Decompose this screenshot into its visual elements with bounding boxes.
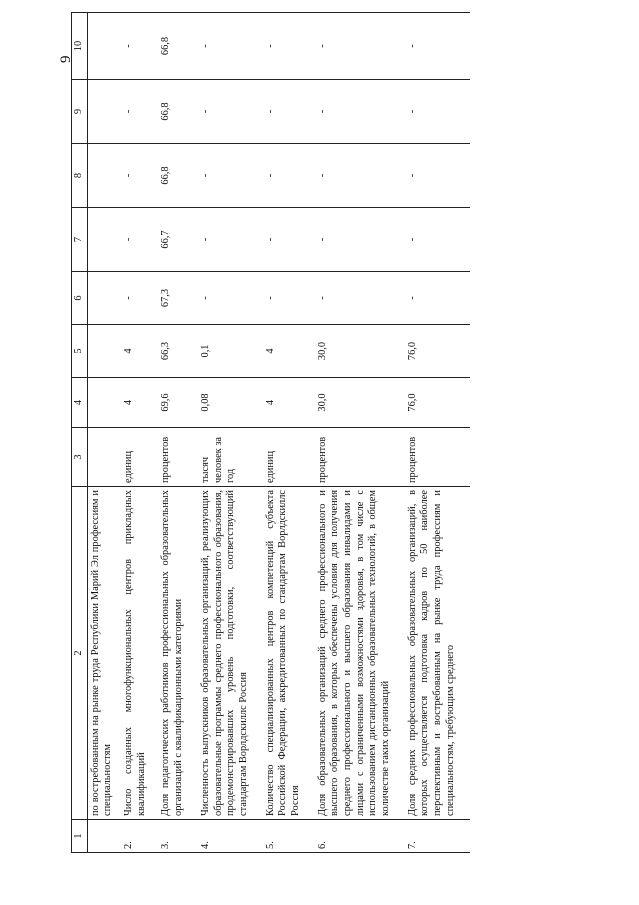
row-value: 66,8 (158, 80, 197, 144)
row-unit: процентов (315, 428, 405, 487)
row-value: - (121, 208, 158, 272)
row-value: - (198, 208, 263, 272)
row-description: Количество специализированных центров компетенций субъекта Российской Федерации, аккредитованных по стандартам Ворлдскиллс Россия (263, 487, 315, 820)
table-row (198, 13, 263, 853)
row-value: 4 (263, 378, 315, 428)
column-header: 7 (72, 208, 88, 272)
row-description: Доля педагогических работников профессиональных образовательных организаций с квалификационными категориями (158, 487, 197, 820)
row-value (87, 13, 121, 80)
row-number: 5. (263, 820, 315, 853)
row-value: - (198, 144, 263, 208)
row-value: - (121, 272, 158, 325)
table-row (87, 13, 121, 853)
column-header: 8 (72, 144, 88, 208)
row-value (87, 325, 121, 378)
row-description: Доля образовательных организаций среднего профессионального и высшего образования, в которых обеспечены условия для получения среднего профессионального и высшего образования инвалидами и лицами с ограниченными возможностями здоровья, в том числе с использованием дистанционных образовательных технологий, в общем количестве таких организаций (315, 487, 405, 820)
row-value: 4 (121, 378, 158, 428)
row-value: - (405, 208, 470, 272)
row-value (87, 80, 121, 144)
row-value: 66,8 (158, 144, 197, 208)
row-value: - (315, 208, 405, 272)
row-unit: процентов (158, 428, 197, 487)
indicators-table (71, 12, 470, 853)
row-value: - (121, 144, 158, 208)
row-value: - (263, 80, 315, 144)
row-unit (87, 428, 121, 487)
column-header: 1 (72, 820, 88, 853)
table-row (121, 13, 158, 853)
column-header: 4 (72, 378, 88, 428)
row-unit: тысяч человек за год (198, 428, 263, 487)
row-value: 76,0 (405, 325, 470, 378)
row-value: - (405, 13, 470, 80)
column-header: 2 (72, 487, 88, 820)
row-description: Доля средних профессиональных образовательных организаций, в которых осуществляется подготовка кадров по 50 наиболее перспективным и востребованным на рынке труда профессиям и специальностям, требующим среднего (405, 487, 470, 820)
table-row (315, 13, 405, 853)
row-value (87, 378, 121, 428)
row-value: - (198, 272, 263, 325)
row-number: 7. (405, 820, 470, 853)
row-value: - (198, 80, 263, 144)
row-description: Численность выпускников образовательных организаций, реализующих образовательные программы среднего профессионального образования, продемонстрировавших уровень подготовки, соответствующий стандартам Ворлдскиллс Россия (198, 487, 263, 820)
row-value: - (315, 80, 405, 144)
header-row (72, 13, 88, 853)
row-value: - (405, 272, 470, 325)
row-number (87, 820, 121, 853)
row-value: - (198, 13, 263, 80)
row-value (87, 272, 121, 325)
row-value (87, 144, 121, 208)
column-header: 10 (72, 13, 88, 80)
row-value: - (121, 13, 158, 80)
row-value: 4 (263, 325, 315, 378)
row-value: - (405, 80, 470, 144)
row-unit: единиц (121, 428, 158, 487)
page-number: 9 (58, 55, 74, 63)
column-header: 5 (72, 325, 88, 378)
row-value: 0,08 (198, 378, 263, 428)
row-number: 6. (315, 820, 405, 853)
column-header: 9 (72, 80, 88, 144)
column-header: 3 (72, 428, 88, 487)
row-description: по востребованным на рынке труда Республики Марий Эл профессиям и специальностям (87, 487, 121, 820)
row-value: - (263, 13, 315, 80)
row-number: 4. (198, 820, 263, 853)
table-row (158, 13, 197, 853)
row-value: 76,0 (405, 378, 470, 428)
row-value: 30,0 (315, 325, 405, 378)
row-value: 0,1 (198, 325, 263, 378)
row-value: - (315, 13, 405, 80)
column-header: 6 (72, 272, 88, 325)
row-number: 3. (158, 820, 197, 853)
row-value: - (263, 208, 315, 272)
row-unit: единиц (263, 428, 315, 487)
table-row (263, 13, 315, 853)
row-value: - (121, 80, 158, 144)
row-value: 4 (121, 325, 158, 378)
row-description: Число созданных многофункциональных центров прикладных квалификаций (121, 487, 158, 820)
row-value: - (315, 272, 405, 325)
row-number: 2. (121, 820, 158, 853)
row-value: - (405, 144, 470, 208)
row-value (87, 208, 121, 272)
row-value: 69,6 (158, 378, 197, 428)
table-row (405, 13, 470, 853)
row-value: - (263, 272, 315, 325)
row-value: 66,8 (158, 13, 197, 80)
row-value: 66,7 (158, 208, 197, 272)
row-value: - (263, 144, 315, 208)
row-value: - (315, 144, 405, 208)
row-value: 66,3 (158, 325, 197, 378)
row-value: 67,3 (158, 272, 197, 325)
row-value: 30,0 (315, 378, 405, 428)
row-unit: процентов (405, 428, 470, 487)
